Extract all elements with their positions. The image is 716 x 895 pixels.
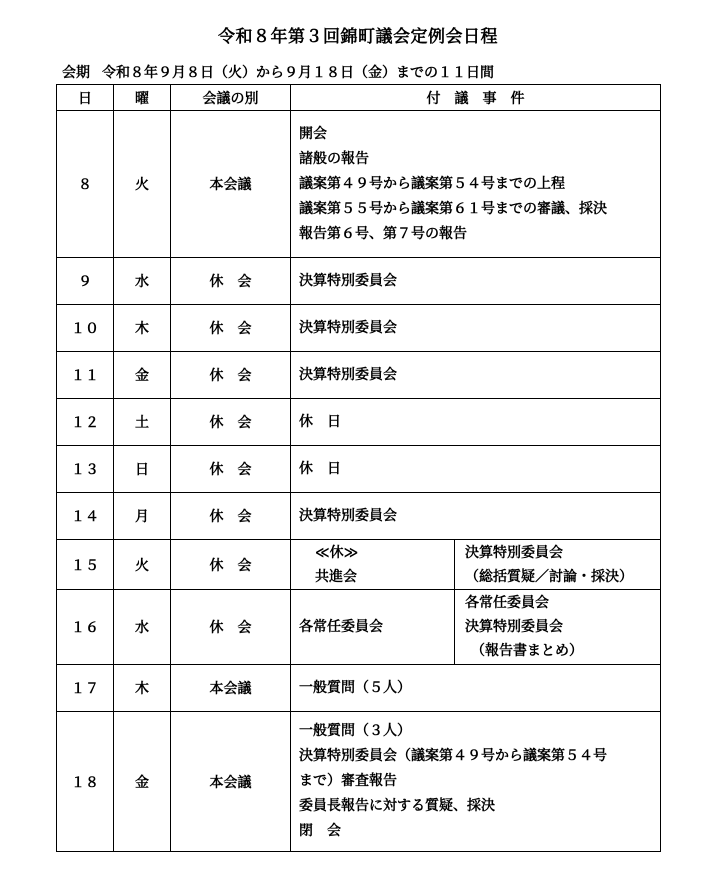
meeting-type-cell: 休 会	[171, 446, 291, 493]
agenda-cell	[291, 665, 661, 712]
meeting-type-cell: 休 会	[171, 540, 291, 590]
session-label: 会期	[62, 65, 90, 81]
meeting-type-cell: 休 会	[171, 258, 291, 305]
agenda-cell	[291, 446, 661, 493]
agenda-item: 報告第６号、第７号の報告	[299, 225, 467, 242]
agenda-item: 開会	[299, 125, 327, 142]
table-row	[57, 590, 661, 665]
agenda-item: 諸般の報告	[299, 150, 369, 167]
meeting-type-cell: 休 会	[171, 590, 291, 665]
weekday-cell: 火	[114, 111, 171, 258]
day-cell: １１	[57, 352, 114, 399]
agenda-item: 決算特別委員会	[299, 507, 397, 524]
day-cell: １０	[57, 305, 114, 352]
agenda-item: 議案第５５号から議案第６１号までの審議、採決	[299, 200, 607, 217]
agenda-item: 休 日	[299, 460, 341, 477]
day-cell: １７	[57, 665, 114, 712]
weekday-cell: 火	[114, 540, 171, 590]
agenda-item: 休 日	[299, 413, 341, 430]
day-cell: １８	[57, 712, 114, 852]
agenda-item: 一般質問（３人）	[299, 723, 411, 739]
agenda-item: 一般質問（５人）	[299, 679, 411, 696]
weekday-cell: 金	[114, 352, 171, 399]
meeting-type-cell: 本会議	[171, 111, 291, 258]
agenda-right-cell	[455, 540, 661, 590]
agenda-item: 各常任委員会	[299, 619, 383, 635]
session-period	[62, 62, 494, 82]
table-row	[57, 446, 661, 493]
agenda-item: まで）審査報告	[299, 773, 397, 789]
agenda-item: 決算特別委員会	[465, 619, 563, 635]
weekday-cell: 水	[114, 258, 171, 305]
agenda-item: 決算特別委員会	[299, 319, 397, 336]
day-cell: １２	[57, 399, 114, 446]
weekday-cell: 木	[114, 665, 171, 712]
meeting-type-cell: 休 会	[171, 399, 291, 446]
agenda-item: 決算特別委員会	[465, 544, 563, 561]
table-row	[57, 540, 661, 590]
agenda-cell	[291, 493, 661, 540]
agenda-item: 決算特別委員会	[299, 366, 397, 383]
agenda-item: ≪休≫	[315, 544, 359, 561]
agenda-cell	[291, 111, 661, 258]
meeting-type-cell: 休 会	[171, 305, 291, 352]
day-cell: １４	[57, 493, 114, 540]
agenda-item: 決算特別委員会	[299, 272, 397, 289]
table-row	[57, 305, 661, 352]
table-row	[57, 665, 661, 712]
agenda-cell	[291, 399, 661, 446]
agenda-right-cell	[455, 590, 661, 665]
meeting-type-cell: 本会議	[171, 712, 291, 852]
day-cell: １３	[57, 446, 114, 493]
weekday-cell: 日	[114, 446, 171, 493]
meeting-type-cell: 休 会	[171, 493, 291, 540]
weekday-cell: 水	[114, 590, 171, 665]
agenda-left-cell	[291, 590, 455, 665]
header-weekday: 曜	[114, 85, 171, 111]
agenda-cell	[291, 712, 661, 852]
agenda-cell	[291, 352, 661, 399]
agenda-cell	[291, 258, 661, 305]
agenda-item: 委員長報告に対する質疑、採決	[299, 798, 495, 814]
table-row	[57, 399, 661, 446]
header-meeting-type: 会議の別	[171, 85, 291, 111]
agenda-left-cell	[291, 540, 455, 590]
agenda-cell	[291, 305, 661, 352]
day-cell: １５	[57, 540, 114, 590]
agenda-item: 決算特別委員会（議案第４９号から議案第５４号	[299, 748, 607, 764]
session-text: 令和８年９月８日（火）から９月１８日（金）までの１１日間	[102, 65, 494, 81]
meeting-type-cell: 本会議	[171, 665, 291, 712]
weekday-cell: 金	[114, 712, 171, 852]
agenda-item: 各常任委員会	[465, 595, 549, 611]
agenda-item: 閉 会	[299, 823, 341, 839]
weekday-cell: 月	[114, 493, 171, 540]
day-cell: ９	[57, 258, 114, 305]
agenda-item: （総括質疑／討論・採決）	[465, 568, 633, 585]
agenda-item: （報告書まとめ）	[471, 643, 583, 659]
page-title: 令和８年第３回錦町議会定例会日程	[218, 27, 498, 47]
weekday-cell: 木	[114, 305, 171, 352]
header-day: 日	[57, 85, 114, 111]
meeting-type-cell: 休 会	[171, 352, 291, 399]
header-row	[57, 85, 661, 111]
day-cell: ８	[57, 111, 114, 258]
table-row	[57, 111, 661, 258]
weekday-cell: 土	[114, 399, 171, 446]
header-agenda: 付 議 事 件	[291, 85, 661, 111]
table-row	[57, 493, 661, 540]
schedule-table	[56, 84, 661, 852]
agenda-item: 議案第４９号から議案第５４号までの上程	[299, 175, 565, 192]
table-row	[57, 712, 661, 852]
table-row	[57, 258, 661, 305]
agenda-item: 共進会	[315, 568, 357, 585]
table-row	[57, 352, 661, 399]
day-cell: １６	[57, 590, 114, 665]
